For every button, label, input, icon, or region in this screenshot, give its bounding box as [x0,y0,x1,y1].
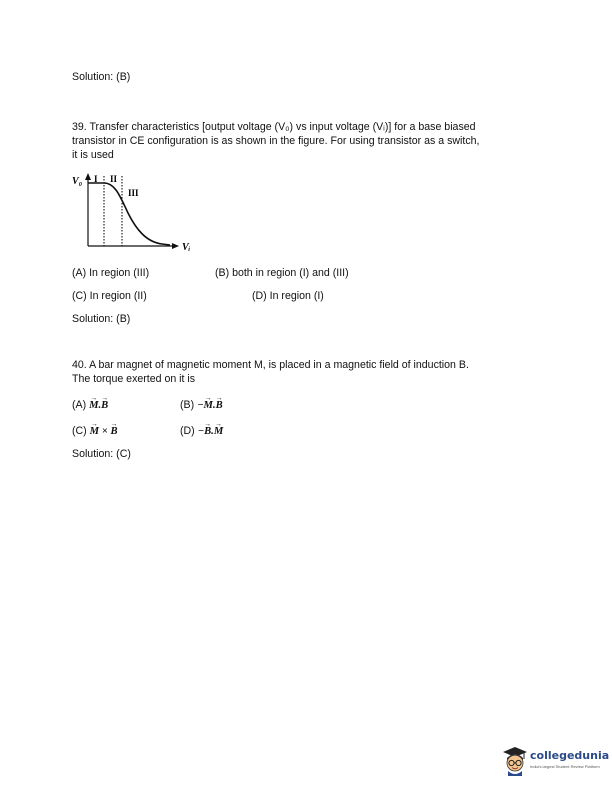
question-39-text [72,120,542,162]
question-40-line-2: The torque exerted on it is [72,373,196,385]
q40-option-b [180,398,223,413]
q40-option-a-label: (A) [72,399,87,411]
vector-m: → M [204,399,213,413]
q39-option-b: (B) both in region (I) and (III) [215,267,349,279]
vector-m: → M [214,425,223,439]
student-mascot-icon [502,746,528,776]
dot-operator: . [98,400,102,411]
q40-solution: Solution: (C) [72,448,131,460]
q39-option-a: (A) In region (III) [72,267,150,279]
q39-solution: Solution: (B) [72,313,131,325]
collegedunia-logo[interactable] [502,744,608,780]
y-axis-arrow [85,173,91,180]
vector-b: → B [101,399,108,413]
dot-operator: . [212,400,216,411]
vector-m: → M [90,425,99,439]
q40-option-d-expression [198,426,224,437]
q40-option-d-label: (D) [180,425,195,437]
q40-option-c [72,424,118,439]
q39-option-c: (C) In region (II) [72,290,147,302]
logo-wordmark: collegedunia [530,749,610,762]
q40-option-a [72,398,108,413]
cross-operator: × [99,426,111,437]
vector-b: → B [216,399,223,413]
q40-option-a-expression [89,400,108,411]
vector-b: → B [110,425,117,439]
question-39-line-2: transistor in CE configuration is as shown in the figure. For using transistor as a switch, [72,135,480,147]
q39-option-d: (D) In region (I) [252,290,324,302]
question-40-text [72,358,542,386]
region-3-label: III [128,188,139,198]
dot-operator: . [211,426,214,437]
question-39-line-3: it is used [72,149,114,161]
y-axis-label: V₀ [72,176,83,187]
minus-sign: − [197,426,205,437]
q40-option-b-label: (B) [180,399,195,411]
q40-option-c-expression [90,426,118,437]
q40-option-d [180,424,223,439]
region-2-label: II [110,174,118,184]
vector-b: → B [204,425,211,439]
q40-option-c-label: (C) [72,425,87,437]
question-39-line-1: 39. Transfer characteristics [output voltage (V₀) vs input voltage (Vᵢ)] for a base biased [72,121,476,133]
transfer-characteristics-figure [70,168,210,254]
question-40-line-1: 40. A bar magnet of magnetic moment M, is placed in a magnetic field of induction B. [72,359,469,371]
x-axis-arrow [172,243,179,249]
region-1-label: I [94,174,98,184]
prev-solution: Solution: (B) [72,71,131,83]
vector-m: → M [89,399,98,413]
logo-tagline: India's largest Student Review Platform [530,764,600,769]
minus-sign: − [197,400,204,411]
x-axis-label: Vᵢ [182,242,191,253]
q40-option-b-expression [197,400,223,411]
